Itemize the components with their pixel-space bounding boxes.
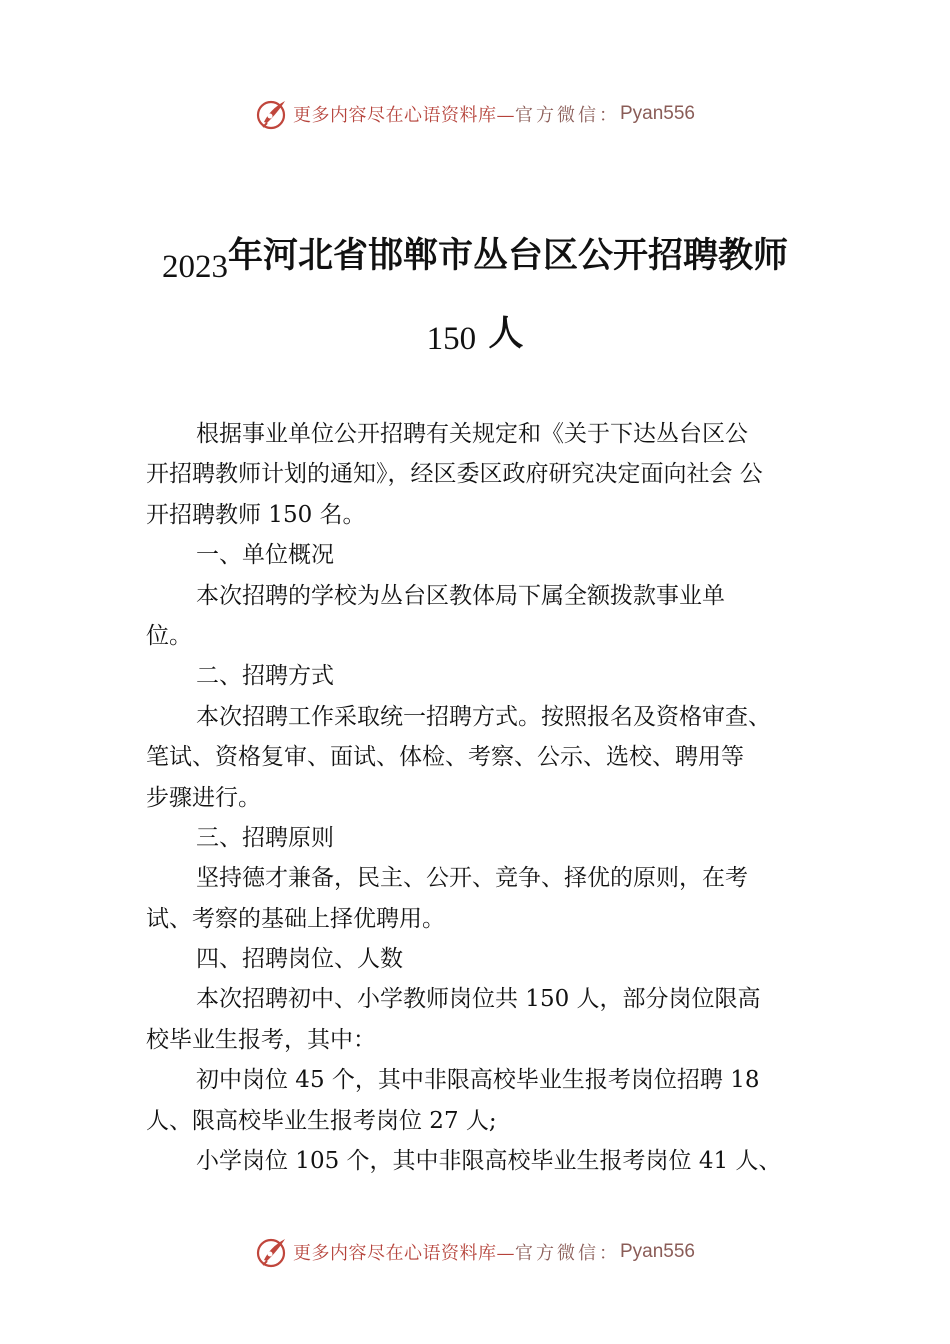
body-line: 开招聘教师计划的通知》，经区委区政府研究决定面向社会 公: [146, 461, 763, 488]
body-line: 坚持德才兼备，民主、公开、竞争、择优的原则，在考: [196, 865, 748, 892]
body-line: 本次招聘的学校为丛台区教体局下属全额拨款事业单: [196, 582, 725, 609]
section-heading: 三、招聘原则: [196, 824, 334, 851]
body-line: 步骤进行。: [146, 784, 261, 811]
body-line: 开招聘教师 150 名。: [146, 501, 366, 528]
quill-pen-logo-icon: [255, 1235, 289, 1269]
banner-wechat-label: 官方微信：: [514, 105, 620, 126]
body-line: 小学岗位 105 个，其中非限高校毕业生报考岗位 41 人、: [196, 1148, 782, 1175]
body-line: 位。: [146, 622, 192, 649]
banner-text: 更多内容尽在心语资料库—: [292, 1243, 515, 1264]
title-count: 150: [426, 321, 477, 357]
top-banner: [0, 94, 950, 134]
banner-wechat-id: Pyan556: [619, 1241, 695, 1262]
document-title-line-1: [0, 228, 950, 285]
body-line: 初中岗位 45 个，其中非限高校毕业生报考岗位招聘 18: [196, 1067, 760, 1094]
banner-wechat-id: Pyan556: [619, 103, 695, 124]
body-line: 根据事业单位公开招聘有关规定和《关于下达丛台区公: [196, 421, 748, 447]
body-line: 笔试、资格复审、面试、体检、考察、公示、选校、聘用等: [146, 744, 744, 771]
section-heading: 四、招聘岗位、人数: [196, 946, 403, 973]
body-line: 试、考察的基础上择优聘用。: [146, 905, 445, 932]
body-line: 本次招聘初中、小学教师岗位共 150 人，部分岗位限高: [196, 986, 761, 1013]
title-text: 年河北省邯郸市丛台区公开招聘教师: [227, 235, 788, 276]
title-year: 2023: [161, 249, 228, 285]
section-heading: 二、招聘方式: [196, 663, 334, 690]
bottom-banner: [0, 1232, 950, 1272]
banner-wechat-label: 官方微信：: [514, 1243, 620, 1264]
title-unit: 人: [488, 313, 524, 354]
quill-pen-logo-icon: [255, 97, 289, 131]
section-heading: 一、单位概况: [196, 542, 334, 569]
banner-text: 更多内容尽在心语资料库—: [292, 105, 515, 126]
document-body: [146, 414, 826, 1181]
body-line: 本次招聘工作采取统一招聘方式。按照报名及资格审查、: [196, 703, 771, 730]
body-line: 人、限高校毕业生报考岗位 27 人;: [146, 1107, 497, 1134]
body-line: 校毕业生报考，其中：: [146, 1026, 376, 1053]
document-title-line-2: [0, 306, 950, 356]
